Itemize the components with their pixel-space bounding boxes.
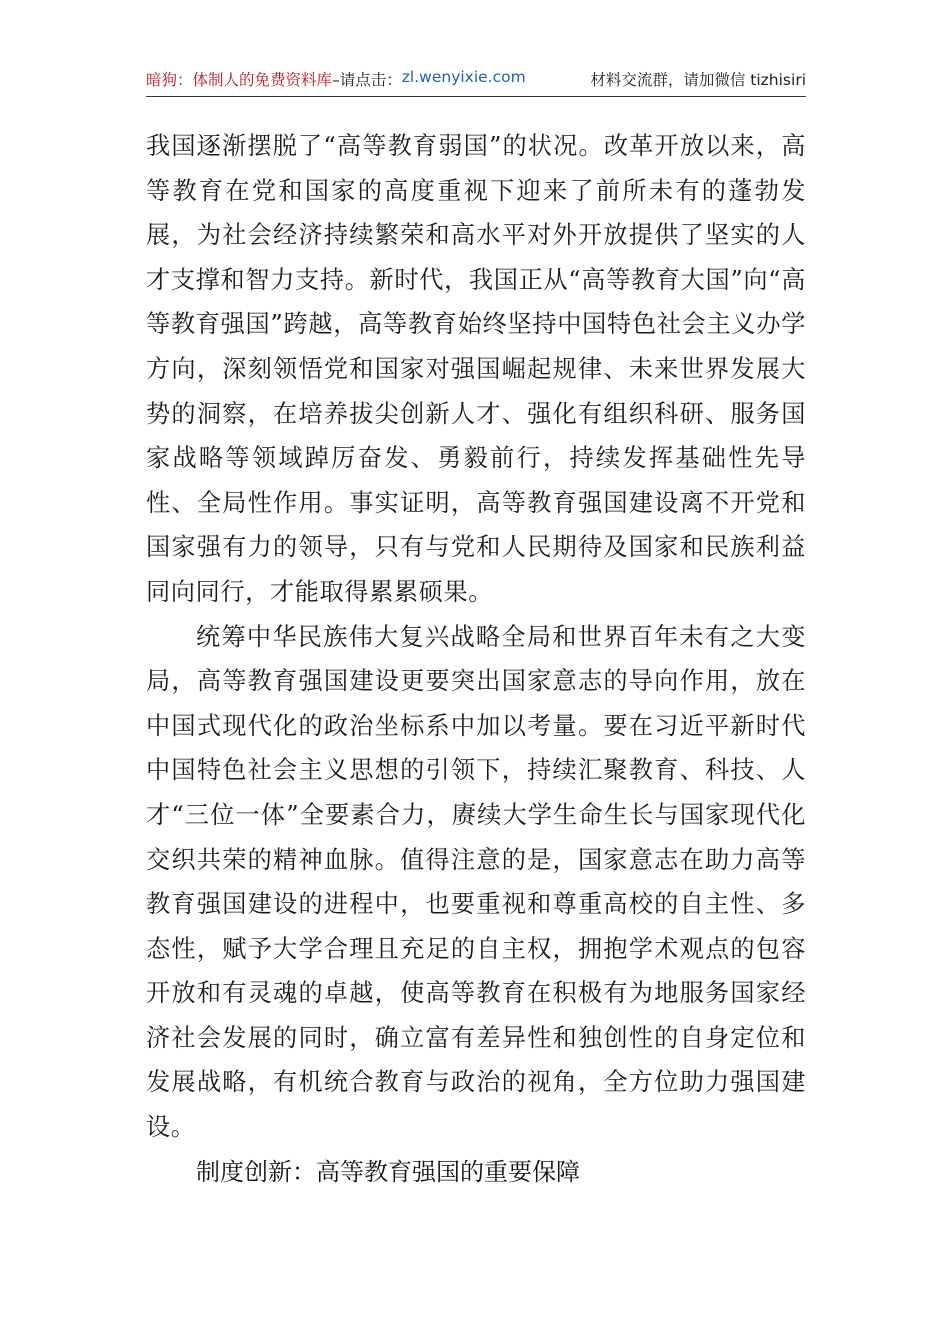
header-click-prompt: –请点击：: [332, 71, 402, 89]
section-heading: 制度创新：高等教育强国的重要保障: [196, 1157, 580, 1186]
body-paragraph-1: 我国逐渐摆脱了“高等教育弱国”的状况。改革开放以来，高等教育在党和国家的高度重视下迎来了前所未有的蓬勃发展，为社会经济持续繁荣和高水平对外开放提供了坚实的人才支撑和智力支持。新时代，我国正从“高等教育大国”向“高等教育强国”跨越，高等教育始终坚持中国特色社会主义办学方向，深刻领悟党和国家对强国崛起规律、未来世界发展大势的洞察，在培养拔尖创新人才、强化有组织科研、服务国家战略等领域踔厉奋发、勇毅前行，持续发挥基础性先导性、全局性作用。事实证明，高等教育强国建设离不开党和国家强有力的领导，只有与党和人民期待及国家和民族利益同向同行，才能取得累累硕果。: [146, 132, 806, 606]
body-paragraph-2: 统筹中华民族伟大复兴战略全局和世界百年未有之大变局，高等教育强国建设更要突出国家意志的导向作用，放在中国式现代化的政治坐标系中加以考量。要在习近平新时代中国特色社会主义思想的引领下，持续汇聚教育、科技、人才“三位一体”全要素合力，赓续大学生命生长与国家现代化交织共荣的精神血脉。值得注意的是，国家意志在助力高等教育强国建设的进程中，也要重视和尊重高校的自主性、多态性，赋予大学合理且充足的自主权，拥抱学术观点的包容开放和有灵魂的卓越，使高等教育在积极有为地服务国家经济社会发展的同时，确立富有差异性和独创性的自身定位和发展战略，有机统合教育与政治的视角，全方位助力强国建设。: [146, 622, 806, 1142]
header-site-link[interactable]: 暗狗：体制人的免费资料库: [146, 71, 333, 89]
header-url-link[interactable]: zl.wenyixie.com: [401, 68, 526, 86]
header-contact-text: 材料交流群，请加微信 tizhisiri: [590, 71, 806, 89]
header-left-group: [146, 68, 526, 90]
document-body: [146, 124, 806, 1194]
page-header: [146, 68, 806, 97]
